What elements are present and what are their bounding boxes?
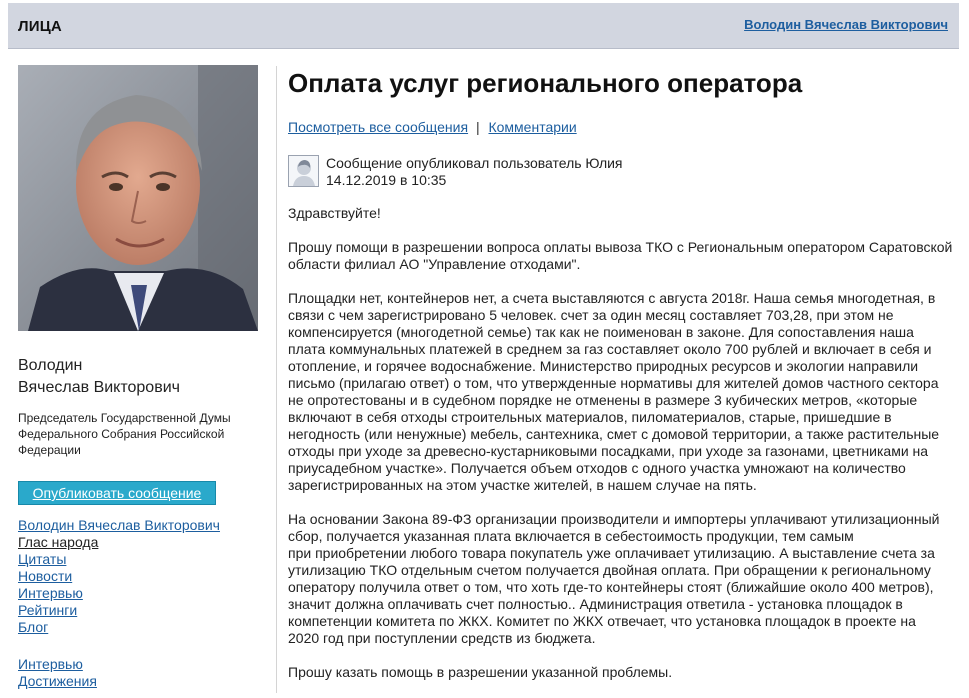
text-line: плата коммунальных платежей в среднем за газ составляет около 700 рублей и включает в себя и <box>288 341 932 357</box>
position-line: Федерации <box>18 443 81 457</box>
column-divider <box>276 66 277 693</box>
person-portrait <box>18 65 258 331</box>
text-line: Прошу помощи в разрешении вопроса оплаты вывоза ТКО с Региональным оператором Саратовской <box>288 239 953 255</box>
user-avatar-icon <box>288 155 319 187</box>
post-links <box>288 119 577 135</box>
all-messages-link[interactable]: Посмотреть все сообщения <box>288 119 469 135</box>
person-surname: Володин <box>18 357 83 374</box>
text-line: На основании Закона 89-ФЗ организации производители и импортеры уплачивают утилизационный <box>288 511 940 527</box>
sidebar-item-quotes[interactable]: Цитаты <box>18 551 67 567</box>
person-given-names: Вячеслав Викторович <box>18 379 180 396</box>
sidebar-nav <box>18 517 220 636</box>
links-separator: | <box>475 119 480 135</box>
position-line: Федерального Собрания Российской <box>18 427 225 441</box>
text-line: отходы при уходе за древесно-кустарниковыми посадками, при уходе за газонами, цветниками на <box>288 443 929 459</box>
post-body <box>288 205 953 698</box>
text-line: оператору получила ответ о том, что хоть где-то контейнеры стоят (ближайшие около 400 метров), <box>288 579 934 595</box>
text-line: негодность (или ненужные) мебель, сантехника, смет с домовой территории, а также растительные <box>288 426 940 442</box>
paragraph-law <box>288 511 953 647</box>
text-line: письмо (прилагаю ответ) о том, что утвержденные нормативы для жителей домов частного сектора <box>288 375 939 391</box>
sidebar-item-interview-2[interactable]: Интервью <box>18 656 83 672</box>
text-line: отопление, и горячее водоснабжение. Министерство природных ресурсов и экологии направили <box>288 358 919 374</box>
text-line: зарегистрированных на этом участке жителей, в нашем случае на пять. <box>288 477 757 493</box>
post-date: 14.12.2019 в 10:35 <box>326 172 447 188</box>
paragraph-closing <box>288 664 953 681</box>
text-line: не опротестованы и в судебном порядке не отменены в размере 3 кубических метров, «которые <box>288 392 918 408</box>
text-line: компетенции комитета по ЖКХ. Комитет по ЖКХ отвечает, что установка площадок в проекте на <box>288 613 916 629</box>
text-line: Прошу казать помощь в разрешении указанной проблемы. <box>288 664 673 680</box>
text-line: сбор, получается указанная плата включается в себестоимость продукции, тем самым <box>288 528 854 544</box>
text-line: значит должна оплачивать счет полностью.. Администрация ответила - установка площадок в <box>288 596 903 612</box>
post-title: Оплата услуг регионального оператора <box>288 68 803 98</box>
text-line: области филиал АО "Управление отходами". <box>288 256 581 272</box>
text-line: включают в себя отходы строительных материалов, пиломатериалов, старые, пришедшие в <box>288 409 892 425</box>
post-meta-text <box>326 155 623 189</box>
person-header-link[interactable]: Володин Вячеслав Викторович <box>744 17 948 32</box>
text-line: связи с чем зарегистрировано 5 человек. счет за один месяц составляет 703,28, при этом не <box>288 307 894 323</box>
author-line: Сообщение опубликовал пользователь Юлия <box>326 155 623 171</box>
comments-link[interactable]: Комментарии <box>488 119 577 135</box>
portrait-image <box>18 65 258 331</box>
text-line: компенсируется (многодетной семье) так как не поименован в законе. Для сопоставления наша <box>288 324 914 340</box>
text-line: 2020 год при поступлении средств из бюджета. <box>288 630 596 646</box>
header-bar <box>8 3 959 49</box>
sidebar-item-glas-naroda[interactable]: Глас народа <box>18 534 99 550</box>
post-meta <box>288 153 888 189</box>
paragraph-situation <box>288 290 953 494</box>
sidebar-item-achievements[interactable]: Достижения <box>18 673 97 689</box>
text-line: приусадебном участке». Получается объем отходов с одного участка умножают на количество <box>288 460 906 476</box>
person-position <box>18 410 253 458</box>
person-name <box>18 355 180 399</box>
position-line: Председатель Государственной Думы <box>18 411 231 425</box>
text-line: утилизацию ТКО отдельным счетом получается двойная оплата. При обращении к региональному <box>288 562 931 578</box>
text-line: Здравствуйте! <box>288 205 381 221</box>
sidebar-nav-secondary <box>18 656 97 690</box>
sidebar <box>0 50 278 693</box>
publish-message-button[interactable]: Опубликовать сообщение <box>18 481 216 505</box>
sidebar-item-interview[interactable]: Интервью <box>18 585 83 601</box>
text-line: Площадки нет, контейнеров нет, а счета выставляются с августа 2018г. Наша семья многодетная, в <box>288 290 936 306</box>
sidebar-item-ratings[interactable]: Рейтинги <box>18 602 78 618</box>
sidebar-item-person[interactable]: Володин Вячеслав Викторович <box>18 517 220 533</box>
paragraph-request <box>288 239 953 273</box>
paragraph-greeting <box>288 205 953 222</box>
section-title: ЛИЦА <box>18 18 62 35</box>
sidebar-item-news[interactable]: Новости <box>18 568 73 584</box>
sidebar-item-blog[interactable]: Блог <box>18 619 49 635</box>
text-line: при приобретении любого товара покупатель уже оплачивает утилизацию. А выставление счета за <box>288 545 935 561</box>
